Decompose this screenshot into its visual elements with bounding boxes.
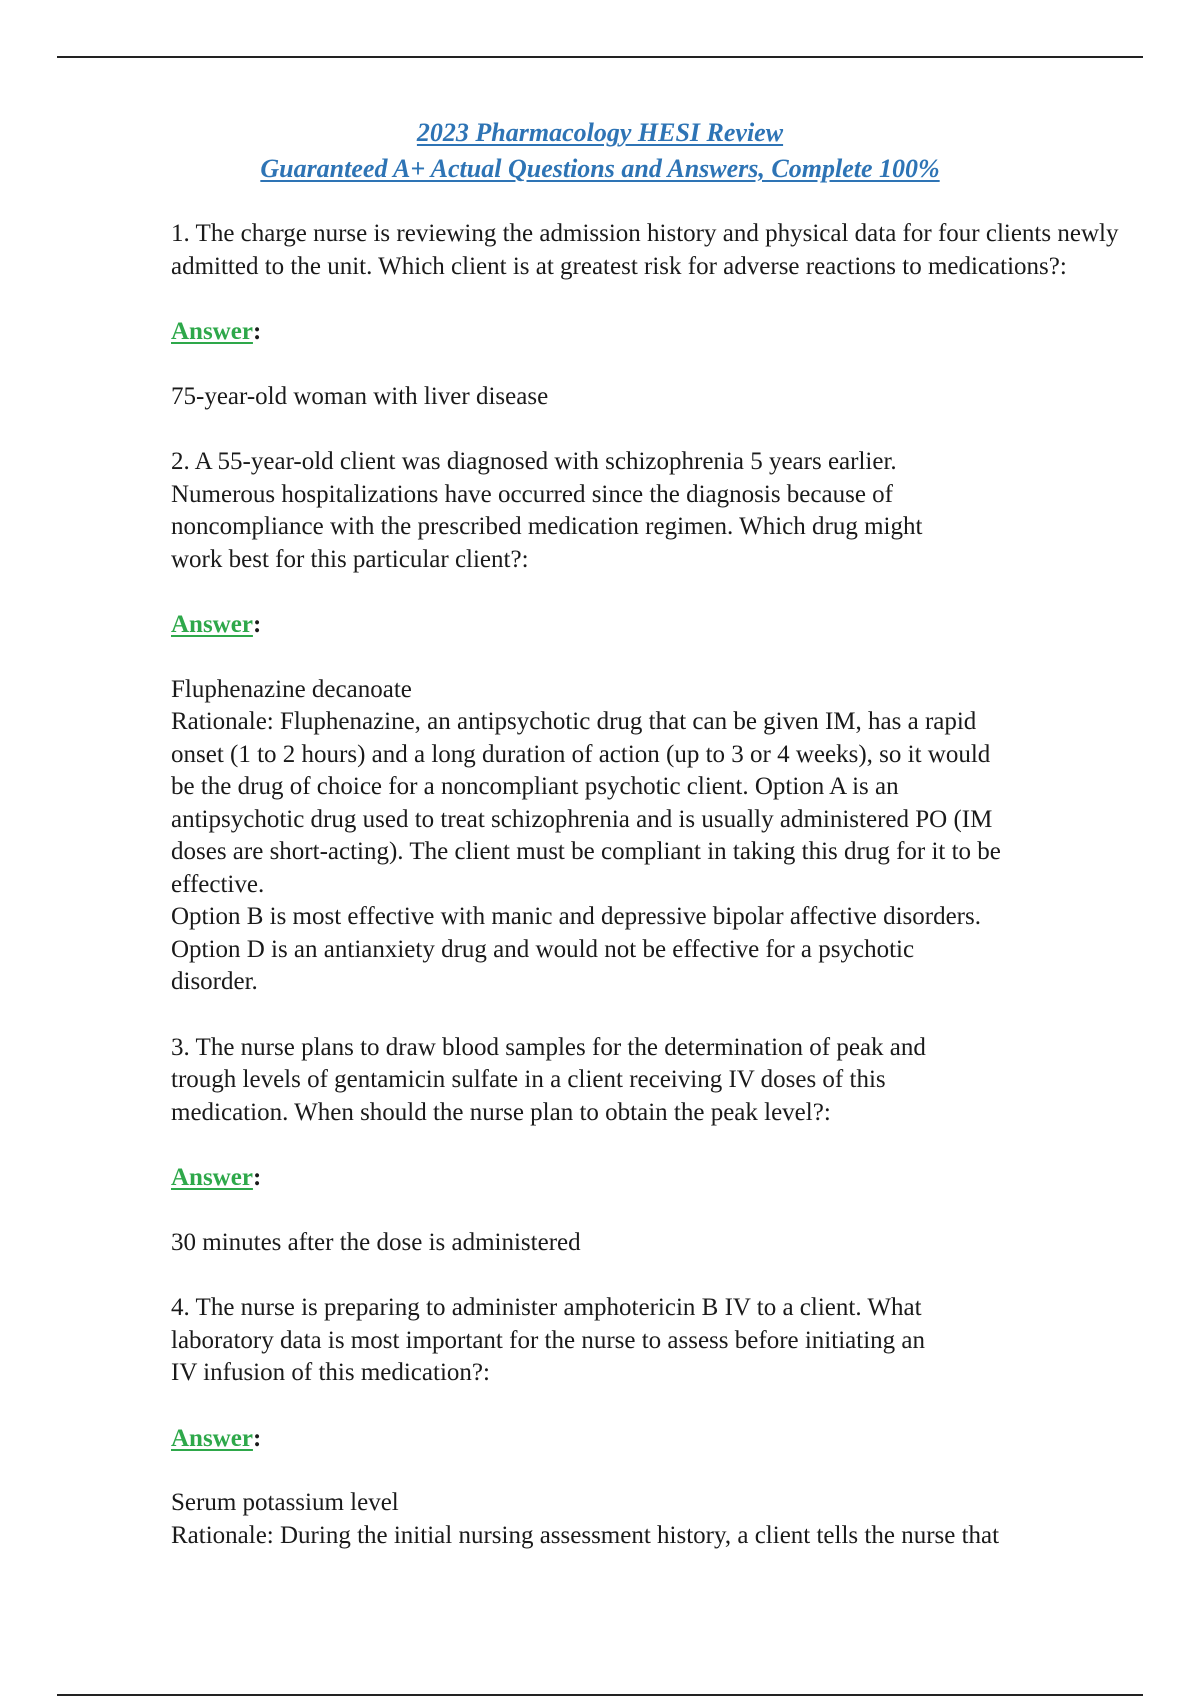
answer-1: 75-year-old woman with liver disease bbox=[171, 382, 549, 410]
answer-label: Answer: bbox=[171, 1424, 262, 1452]
title-line-2: Guaranteed A+ Actual Questions and Answers, Complete 100% bbox=[260, 154, 940, 183]
question-1: 1. The charge nurse is reviewing the admission history and physical data for four clients newly admitted to the unit. Which client is at greatest risk for adverse reactions to medications?: bbox=[171, 220, 1119, 280]
rationale-2-paragraph-3: Option D is an antianxiety drug and would not be effective for a psychotic disorder. bbox=[171, 935, 915, 995]
top-rule bbox=[57, 56, 1143, 58]
answer-2: Fluphenazine decanoate bbox=[171, 675, 412, 703]
title-line-1: 2023 Pharmacology HESI Review bbox=[416, 118, 784, 147]
question-3: 3. The nurse plans to draw blood samples for the determination of peak and trough levels of gentamicin sulfate in a client receiving IV doses of this medication. When should the nurse plan to obtain the peak level?: bbox=[171, 1033, 926, 1126]
document-title bbox=[0, 115, 1200, 187]
answer-label: Answer: bbox=[171, 1164, 262, 1191]
answer-3: 30 minutes after the dose is administered bbox=[171, 1228, 581, 1256]
answer-label: Answer: bbox=[171, 318, 262, 345]
answer-4: Serum potassium level bbox=[171, 1489, 399, 1516]
document-body bbox=[171, 218, 1121, 1552]
rationale-4-paragraph-1: Rationale: During the initial nursing assessment history, a client tells the nurse that bbox=[171, 1521, 1000, 1549]
answer-label: Answer: bbox=[171, 611, 262, 638]
rationale-2-paragraph-1: Rationale: Fluphenazine, an antipsychotic drug that can be given IM, has a rapid onset (1 to 2 hours) and a long duration of action (up to 3 or 4 weeks), so it would be the drug of choice for a noncompliant psychotic client. Option A is an antipsychotic drug used to treat schizophrenia and is usually administered PO (IM doses are short-acting). The client must be compliant in taking this drug for it to be effective. bbox=[171, 708, 1001, 898]
bottom-rule bbox=[57, 1694, 1143, 1696]
question-4: 4. The nurse is preparing to administer amphotericin B IV to a client. What laboratory data is most important for the nurse to assess before initiating an IV infusion of this medication?: bbox=[171, 1294, 925, 1386]
question-2: 2. A 55-year-old client was diagnosed with schizophrenia 5 years earlier. Numerous hospitalizations have occurred since the diagnosis because of noncompliance with the prescribed medication regimen. Which drug might work best for this particular client?: bbox=[171, 448, 923, 573]
rationale-2-paragraph-2: Option B is most effective with manic and depressive bipolar affective disorders. bbox=[171, 903, 981, 930]
